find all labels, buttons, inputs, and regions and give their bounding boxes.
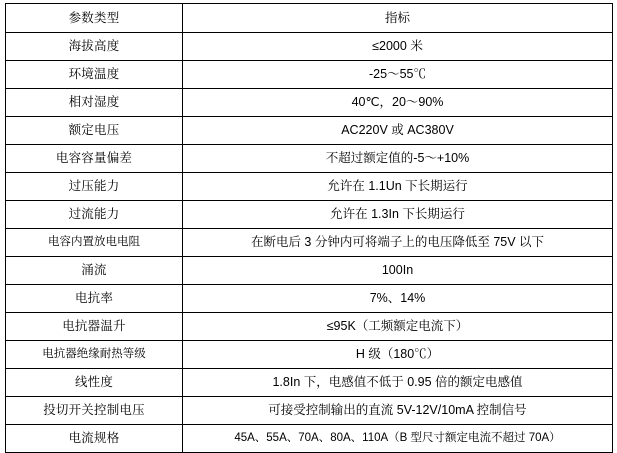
row-value: 1.8In 下，电感值不低于 0.95 倍的额定电感值 [183,369,613,397]
row-label: 额定电压 [6,117,183,145]
row-value: ≤2000 米 [183,33,613,61]
row-label: 电容内置放电电阻 [6,229,183,257]
table-header-row [6,4,613,33]
table-row [6,313,613,341]
table-row [6,89,613,117]
column-header-indicator: 指标 [183,4,613,33]
row-label: 电抗器绝缘耐热等级 [6,341,183,369]
row-label: 电流规格 [6,425,183,453]
row-label: 过流能力 [6,201,183,229]
row-label: 电抗率 [6,285,183,313]
row-value: 40℃，20～90% [183,89,613,117]
row-value: 在断电后 3 分钟内可将端子上的电压降低至 75V 以下 [183,229,613,257]
table-row [6,173,613,201]
row-label: 电容容量偏差 [6,145,183,173]
row-value: 允许在 1.1Un 下长期运行 [183,173,613,201]
row-label: 环境温度 [6,61,183,89]
table-row [6,229,613,257]
table-row [6,397,613,425]
table-row [6,145,613,173]
row-label: 海拔高度 [6,33,183,61]
row-label: 电抗器温升 [6,313,183,341]
row-value: -25～55℃ [183,61,613,89]
table-row [6,201,613,229]
table-row [6,369,613,397]
table-row [6,285,613,313]
table-row [6,33,613,61]
table-row [6,425,613,453]
row-value: 100In [183,257,613,285]
column-header-parameter-type: 参数类型 [6,4,183,33]
row-value: 7%、14% [183,285,613,313]
row-label: 过压能力 [6,173,183,201]
table-row [6,117,613,145]
table-row [6,257,613,285]
row-value: 不超过额定值的-5～+10% [183,145,613,173]
row-value: 可接受控制输出的直流 5V-12V/10mA 控制信号 [183,397,613,425]
row-label: 涌流 [6,257,183,285]
table-row [6,341,613,369]
row-label: 投切开关控制电压 [6,397,183,425]
row-value: 45A、55A、70A、80A、110A（B 型尺寸额定电流不超过 70A） [183,425,613,453]
table-row [6,61,613,89]
row-value: 允许在 1.3In 下长期运行 [183,201,613,229]
row-value: ≤95K（工频额定电流下） [183,313,613,341]
row-value: H 级（180℃） [183,341,613,369]
row-label: 相对湿度 [6,89,183,117]
row-label: 线性度 [6,369,183,397]
table-body [6,4,613,453]
specification-table [5,3,613,453]
row-value: AC220V 或 AC380V [183,117,613,145]
